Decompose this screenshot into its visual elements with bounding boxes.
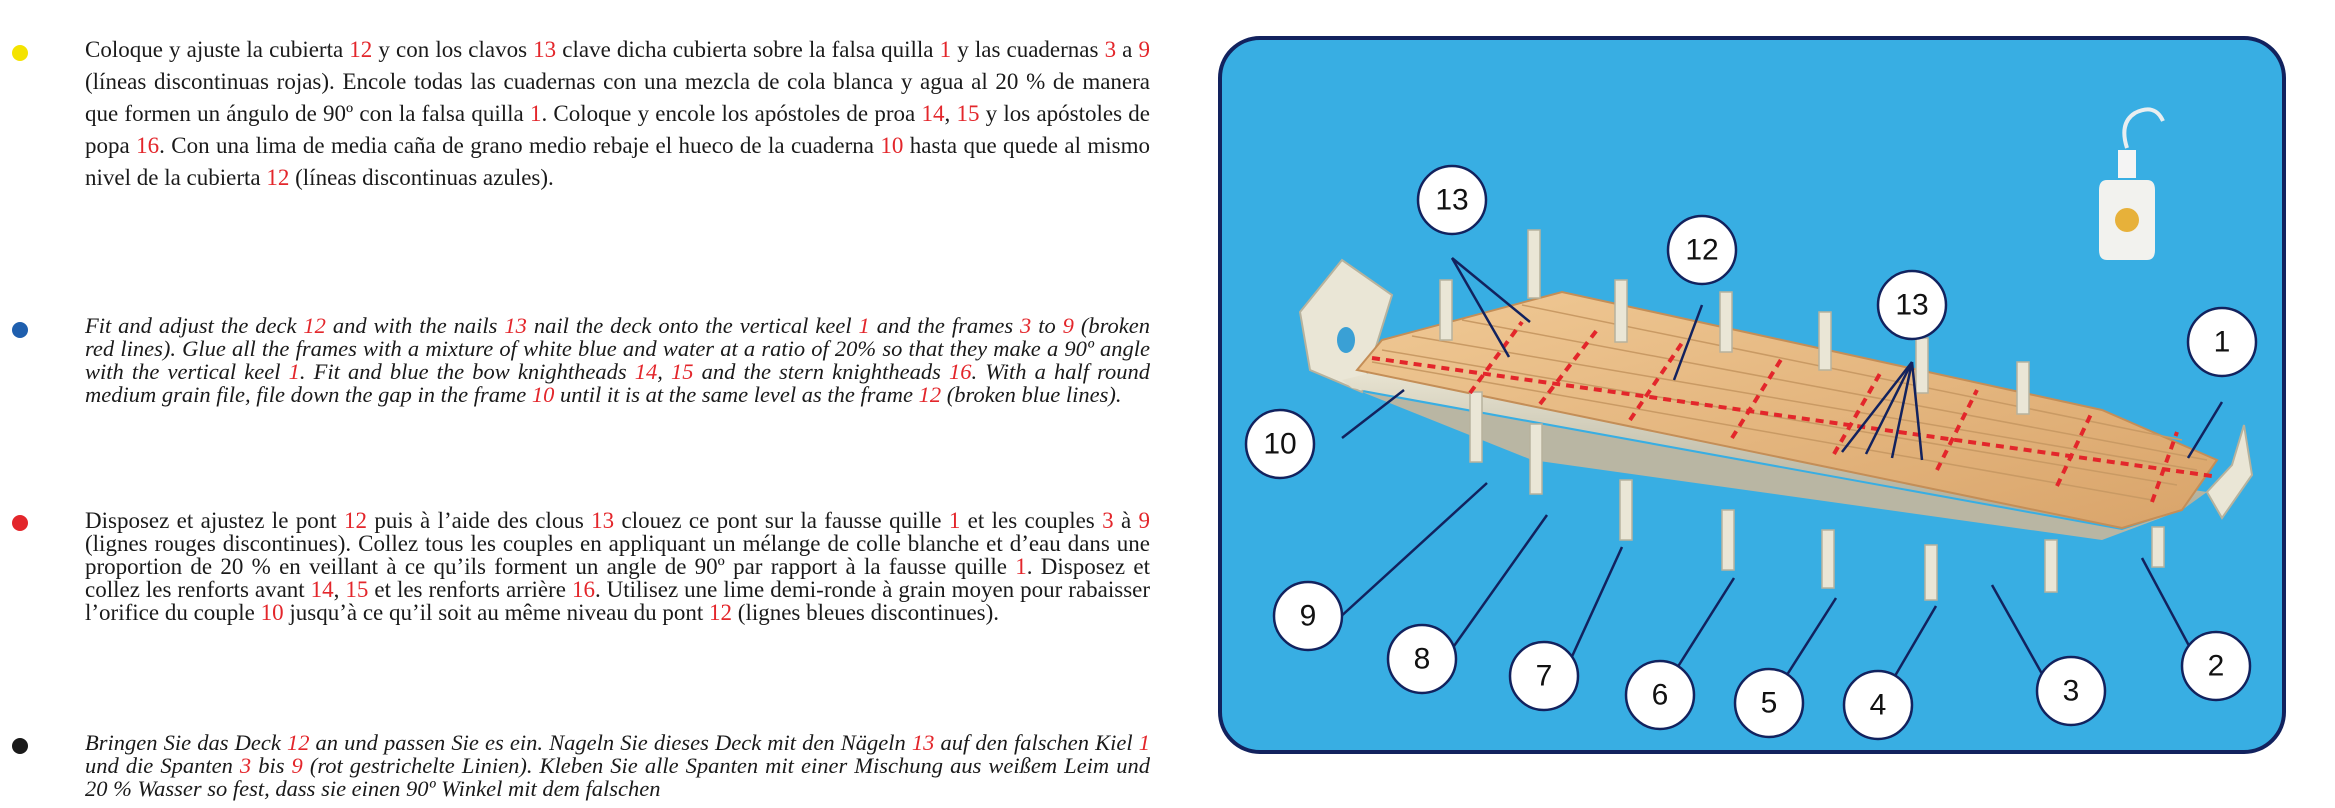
text-run: bis [251, 753, 292, 778]
text-run: clave dicha cubierta sobre la falsa quilla [556, 37, 940, 62]
text-run: , [333, 577, 346, 602]
part-number: 14 [921, 101, 945, 126]
text-run: (lignes rouges discontinues). Collez tous les couples en appliquant un mélange de colle blanche et d’eau dans une proportion de 20 % en veillant à ce qu’ils forment un angle de 90º par rapport à la fausse quille [85, 531, 1150, 579]
part-number: 1 [858, 313, 870, 338]
text-run: (líneas discontinuas azules). [289, 165, 554, 190]
text-run: until it is at the same level as the frame [554, 382, 919, 407]
text-run: et les couples [960, 508, 1103, 533]
part-number: 13 [504, 313, 527, 338]
text-run: und die Spanten [85, 753, 240, 778]
part-number: 3 [1020, 313, 1032, 338]
part-number: 1 [939, 37, 952, 62]
callout-label: 12 [1685, 233, 1719, 267]
part-number: 12 [266, 165, 290, 190]
part-number: 14 [310, 577, 334, 602]
text-run: y con los clavos [372, 37, 534, 62]
instruction-paragraph-en [85, 314, 1150, 406]
callout-label: 8 [1413, 642, 1431, 676]
part-number: 12 [918, 382, 942, 407]
text-run: a [1116, 37, 1139, 62]
part-number: 13 [911, 730, 935, 755]
part-number: 1 [529, 101, 542, 126]
part-number: 12 [709, 600, 733, 625]
bullet-blue [12, 322, 28, 338]
instruction-paragraph-de [85, 731, 1150, 800]
text-run: y los apóstoles de popa [85, 101, 1151, 158]
text-run: nail the deck onto the vertical keel [526, 313, 859, 338]
part-number: 9 [1138, 37, 1150, 62]
part-number: 1 [1015, 554, 1027, 579]
part-number: 9 [291, 753, 303, 778]
callout-label: 2 [2207, 649, 2225, 683]
text-run: . Con una lima de media caña de grano medio rebaje el hueco de la cuaderna [159, 133, 881, 158]
text-run: hasta que quede al mismo nivel de la cubierta [85, 133, 1151, 190]
callout-label: 13 [1435, 183, 1469, 217]
text-run: et les renforts arrière [368, 577, 572, 602]
text-run: an und passen Sie es ein. Nageln Sie dieses Deck mit den Nägeln [309, 730, 912, 755]
part-number: 1 [1138, 730, 1150, 755]
part-number: 10 [531, 382, 555, 407]
part-number: 1 [948, 508, 961, 533]
callout-label: 9 [1299, 599, 1317, 633]
text-run: . Utilisez une lime demi-ronde à grain moyen pour rabaisser l’orifice du couple [85, 577, 1151, 625]
part-number: 16 [571, 577, 595, 602]
text-run: jusqu’à ce qu’il soit au même niveau du pont [283, 600, 710, 625]
part-number: 10 [880, 133, 904, 158]
text-run: . With a half round medium grain file, file down the gap in the frame [85, 359, 1150, 407]
hull-illustration [1222, 40, 2282, 750]
callout-label: 6 [1651, 678, 1669, 712]
text-run: . Coloque y encole los apóstoles de proa [541, 101, 922, 126]
glue-bottle-icon [2099, 109, 2163, 260]
text-run: . Disposez et collez les renforts avant [85, 554, 1151, 602]
text-run: Fit and adjust the deck [85, 313, 304, 338]
bullet-yellow [12, 45, 28, 61]
text-run: y las cuadernas [951, 37, 1105, 62]
callout-label: 3 [2062, 674, 2080, 708]
callout-label: 5 [1760, 686, 1778, 720]
instruction-paragraph-es [85, 34, 1150, 194]
part-number: 12 [303, 313, 326, 338]
text-run: , [657, 359, 671, 384]
text-run: auf den falschen Kiel [934, 730, 1139, 755]
part-number: 15 [956, 101, 980, 126]
callout-label: 10 [1263, 427, 1297, 461]
part-number: 13 [533, 37, 557, 62]
part-number: 9 [1138, 508, 1150, 533]
part-number: 14 [634, 359, 658, 384]
text-run: (líneas discontinuas rojas). Encole todas las cuadernas con una mezcla de cola blanca y agua al 20 % de manera que formen un ángulo de 90º con la falsa quilla [85, 69, 1150, 126]
text-run: clouez ce pont sur la fausse quille [614, 508, 949, 533]
text-run: and with the nails [325, 313, 505, 338]
text-run: and the frames [869, 313, 1021, 338]
part-number: 12 [349, 37, 373, 62]
bullet-red [12, 515, 28, 531]
part-number: 16 [949, 359, 972, 384]
part-number: 15 [670, 359, 694, 384]
callout-label: 4 [1869, 688, 1887, 722]
text-run: and the stern knightheads [693, 359, 949, 384]
part-number: 1 [288, 359, 300, 384]
part-number: 13 [591, 508, 615, 533]
part-number: 3 [1102, 508, 1114, 533]
part-number: 3 [1104, 37, 1117, 62]
part-number: 10 [260, 600, 284, 625]
text-run: Disposez et ajustez le pont [85, 508, 344, 533]
assembly-illustration-panel [1218, 36, 2286, 754]
text-run: puis à l’aide des clous [366, 508, 592, 533]
part-number: 15 [345, 577, 369, 602]
text-run: (rot gestrichelte Linien). Kleben Sie alle Spanten mit einer Mischung aus weißem Leim und 20 % Wasser so fest, dass sie einen 90º Winkel mit dem falschen [85, 753, 1150, 801]
text-run: , [944, 101, 957, 126]
part-number: 16 [136, 133, 160, 158]
text-run: (broken red lines). Glue all the frames with a mixture of white blue and water at a ratio of 20% so that they make a 90º angle with the vertical keel [85, 313, 1150, 384]
part-number: 12 [343, 508, 367, 533]
text-run: à [1113, 508, 1139, 533]
text-run: (lignes bleues discontinues). [732, 600, 1000, 625]
part-number: 12 [286, 730, 310, 755]
text-run: (broken blue lines). [941, 382, 1122, 407]
part-number: 3 [239, 753, 252, 778]
callout-label: 1 [2213, 325, 2231, 359]
text-run: Bringen Sie das Deck [85, 730, 287, 755]
instruction-paragraph-fr [85, 509, 1150, 624]
part-number: 9 [1062, 313, 1074, 338]
text-run: Coloque y ajuste la cubierta [85, 37, 350, 62]
text-run: to [1031, 313, 1063, 338]
text-run: . Fit and blue the bow knightheads [299, 359, 635, 384]
callout-label: 7 [1535, 659, 1553, 693]
bullet-black [12, 738, 28, 754]
callout-label: 13 [1895, 288, 1929, 322]
